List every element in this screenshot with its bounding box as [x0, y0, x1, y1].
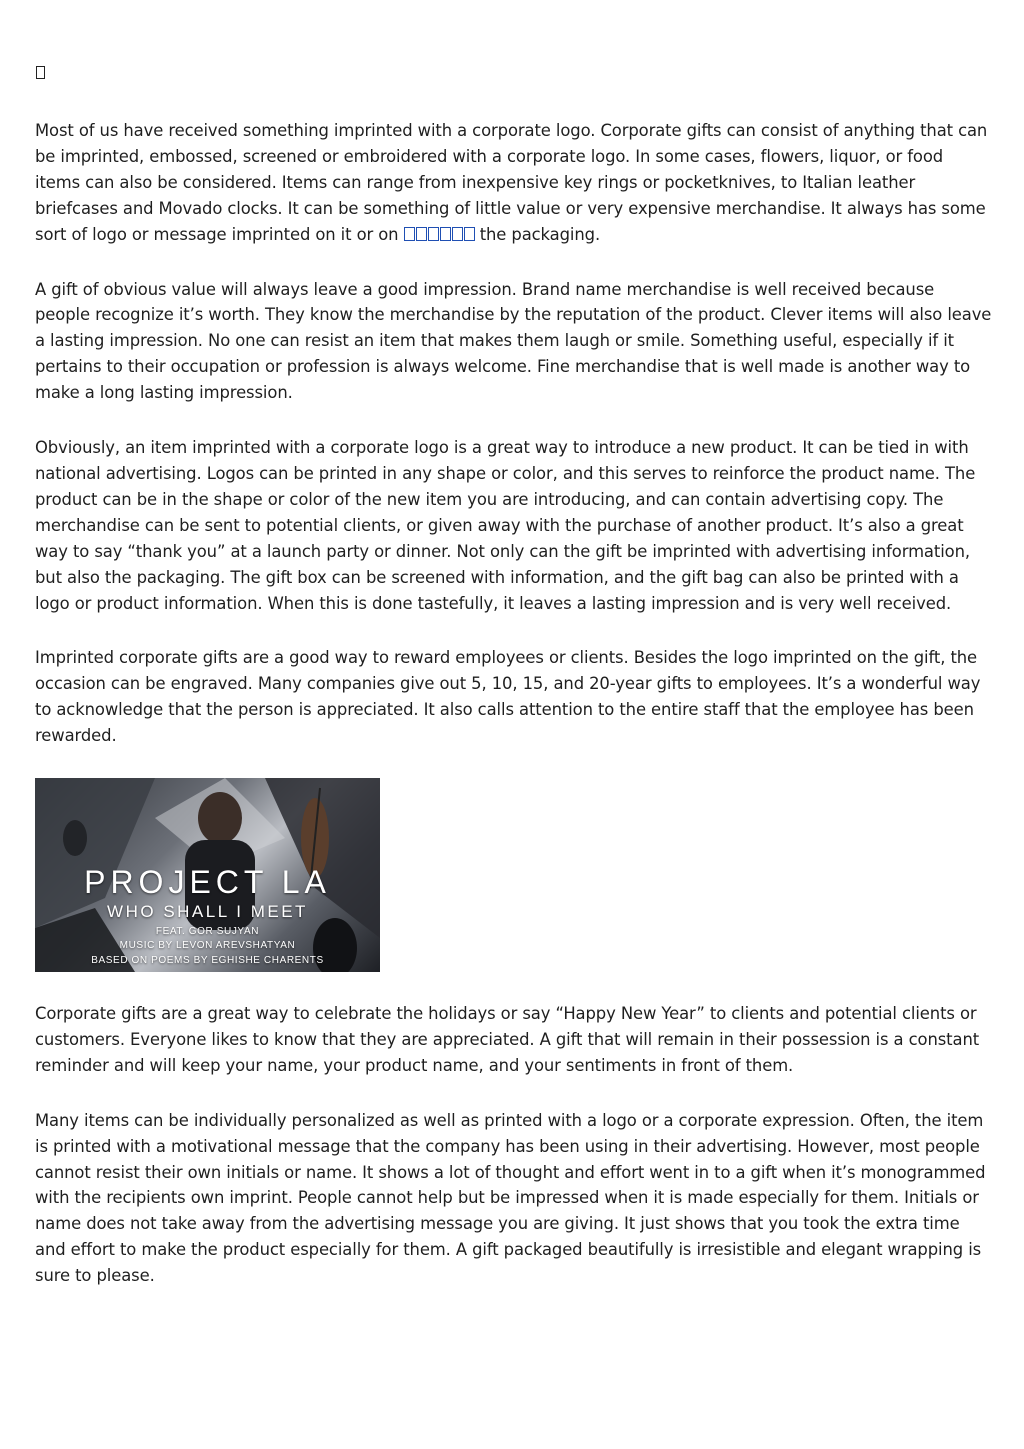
- paragraph-3: Obviously, an item imprinted with a corporate logo is a great way to introduce a new product. It can be tied in with national advertising. Logos can be printed in any shape or color, and this serves to reinforce the product name. The product can be in the shape or color of the new item you are introducing, and can contain advertising copy. The merchandise can be sent to potential clients, or given away with the purchase of another product. It’s also a great way to say “thank you” at a launch party or dinner. Not only can the gift be imprinted with advertising information, but also the packaging. The gift box can be screened with information, and the gift bag can also be printed with a logo or product information. When this is done tastefully, it leaves a lasting impression and is very well received.: [35, 438, 976, 613]
- paragraph-5: Corporate gifts are a great way to celebrate the holidays or say “Happy New Year” to clients and potential clients or customers. Everyone likes to know that they are appreciated. A gift that will remain in their possession is a constant reminder and will keep your name, your product name, and your sentiments in front of them.: [35, 1004, 980, 1075]
- paragraph-1: [35, 118, 993, 248]
- missing-glyph-icon: [36, 66, 45, 79]
- paragraph-1-text: Most of us have received something imprinted with a corporate logo. Corporate gifts can consist of anything that can be imprinted, embossed, screened or embroidered with a corporate logo. In some cases, flowers, liquor, or food items can also be considered. Items can range from inexpensive key rings or pocketknives, to Italian leather briefcases and Movado clocks. It can be something of little value or very expensive merchandise. It always has some sort of logo or message imprinted on it or on: [35, 121, 988, 244]
- paragraph-2: A gift of obvious value will always leave a good impression. Brand name merchandise is well received because people recognize it’s worth. They know the merchandise by the reputation of the product. Clever items will also leave a lasting impression. No one can resist an item that makes them laugh or smile. Something useful, especially if it pertains to their occupation or profession is always welcome. Fine merchandise that is well made is another way to make a long lasting impression.: [35, 279, 992, 403]
- inline-link[interactable]: [404, 225, 475, 244]
- video-title: PROJECT LA: [84, 864, 331, 901]
- video-poems-credit: BASED ON POEMS BY EGHISHE CHARENTS: [91, 955, 324, 967]
- video-music-credit: MUSIC BY LEVON AREVSHATYAN: [119, 940, 296, 952]
- bullet-glyph-line: [35, 64, 993, 88]
- paragraph-6: Many items can be individually personalized as well as printed with a logo or a corporate expression. Often, the item is printed with a motivational message that the company has been using in their advertising. However, most people cannot resist their own initials or name. It shows a lot of thought and effort went in to a gift when it’s monogrammed with the recipients own imprint. People cannot help but be impressed when it is made especially for them. Initials or name does not take away from the advertising message you are giving. It just shows that you took the extra time and effort to make the product especially for them. A gift packaged beautifully is irresistible and elegant wrapping is sure to please.: [35, 1110, 986, 1286]
- video-subtitle: WHO SHALL I MEET: [107, 902, 308, 922]
- document-page: [35, 64, 993, 1318]
- paragraph-1-text-end: the packaging.: [474, 224, 601, 244]
- video-thumbnail[interactable]: [35, 778, 380, 972]
- missing-glyph-link-icon: [404, 227, 475, 241]
- video-feat-credit: FEAT. GOR SUJYAN: [155, 926, 260, 938]
- paragraph-4: Imprinted corporate gifts are a good way to reward employees or clients. Besides the logo imprinted on the gift, the occasion can be engraved. Many companies give out 5, 10, 15, and 20-year gifts to employees. It’s a wonderful way to acknowledge that the person is appreciated. It also calls attention to the entire staff that the employee has been rewarded.: [35, 648, 981, 746]
